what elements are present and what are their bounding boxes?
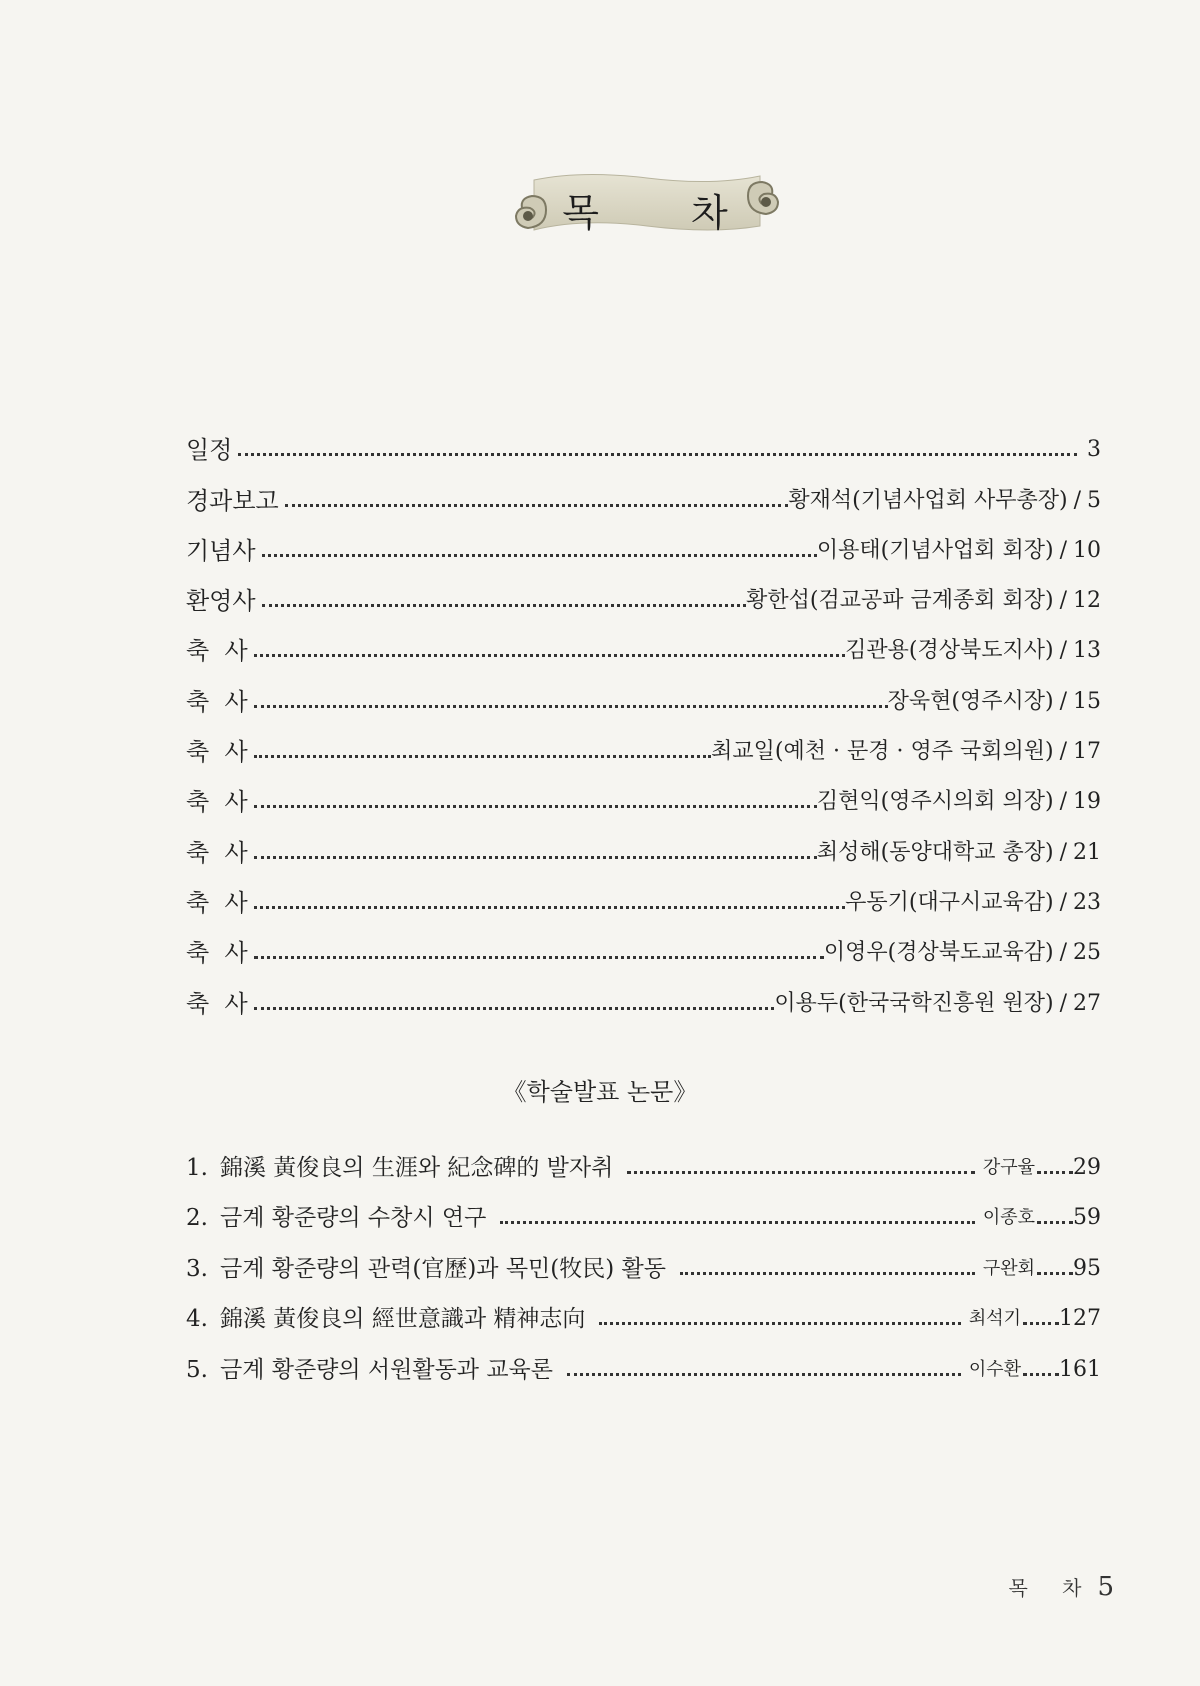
toc-author: 우동기(대구시교육감) [845, 889, 1054, 915]
dot-leader [262, 604, 747, 607]
papers-list [186, 1132, 1101, 1385]
paper-title: 錦溪 黃俊良의 生涯와 紀念碑的 발자취 [220, 1154, 614, 1181]
dot-leader [285, 504, 789, 507]
dot-leader [599, 1322, 960, 1325]
page-title: 목 차 [562, 191, 768, 235]
toc-label: 축 사 [186, 939, 248, 968]
dot-leader-short [1037, 1171, 1073, 1174]
toc-page-number: 5 [1087, 487, 1101, 513]
dot-leader [254, 1007, 775, 1010]
toc-author: 최교일(예천 · 문경 · 영주 국회의원) [711, 739, 1054, 765]
toc-label: 일정 [186, 436, 233, 465]
paper-page-number: 95 [1073, 1255, 1101, 1281]
toc-page-number: 27 [1073, 990, 1101, 1016]
dot-leader [567, 1373, 961, 1376]
toc-right [845, 636, 1101, 666]
toc-author: 김현익(영주시의회 의장) [816, 789, 1054, 815]
paper-number: 1. [186, 1154, 208, 1181]
paper-row [186, 1284, 1101, 1335]
dot-leader [254, 856, 817, 859]
toc-right [824, 938, 1101, 968]
dot-leader [254, 906, 846, 909]
dot-leader-short [1023, 1322, 1059, 1325]
toc-separator: / [1059, 940, 1067, 966]
toc-row [186, 616, 1101, 666]
paper-number: 2. [186, 1205, 208, 1231]
toc-page-number: 25 [1073, 940, 1101, 966]
paper-author: 최석기 [968, 1308, 1021, 1329]
toc-author: 이용두(한국국학진흥원 원장) [774, 990, 1054, 1016]
paper-author: 이수환 [968, 1358, 1021, 1380]
toc-right [1087, 435, 1101, 465]
dot-leader [254, 805, 817, 808]
toc-row [186, 666, 1101, 716]
paper-page-number: 29 [1073, 1154, 1101, 1180]
toc-right [711, 737, 1101, 767]
toc-row [186, 918, 1101, 968]
dot-leader-short [1023, 1373, 1059, 1376]
toc-author: 김관용(경상북도지사) [845, 638, 1054, 664]
paper-author: 강구율 [982, 1156, 1035, 1178]
toc-page-number: 21 [1073, 839, 1101, 865]
toc-label: 축 사 [186, 687, 248, 716]
toc-separator: / [1059, 789, 1067, 815]
toc-right [817, 787, 1101, 817]
toc-right [817, 536, 1101, 566]
toc-row [186, 717, 1101, 767]
toc-label: 축 사 [186, 738, 248, 767]
paper-author: 이종호 [982, 1207, 1035, 1228]
toc-row [186, 767, 1101, 817]
toc-separator: / [1059, 588, 1067, 614]
paper-number: 4. [186, 1306, 208, 1332]
toc-label: 축 사 [186, 888, 248, 917]
paper-row [186, 1233, 1101, 1284]
toc-right [845, 888, 1101, 918]
toc-page-number: 12 [1073, 588, 1101, 614]
toc-row [186, 415, 1101, 465]
toc-right [817, 838, 1101, 868]
toc-separator: / [1059, 537, 1067, 563]
toc-separator: / [1059, 688, 1067, 714]
toc-page-number: 17 [1073, 739, 1101, 765]
toc-separator: / [1059, 839, 1067, 865]
toc-right [746, 586, 1101, 616]
toc-author: 황한섭(검교공파 금계종회 회장) [746, 588, 1054, 614]
toc-author: 황재석(기념사업회 사무총장) [788, 487, 1068, 513]
dot-leader [254, 654, 846, 657]
paper-row [186, 1183, 1101, 1234]
footer-label: 목 차 [1008, 1576, 1096, 1600]
paper-page-number: 161 [1059, 1356, 1101, 1382]
paper-number: 3. [186, 1255, 208, 1282]
toc-page-number: 3 [1087, 437, 1101, 463]
toc-separator: / [1059, 739, 1067, 765]
page-footer [1008, 1572, 1114, 1602]
dot-leader-short [1037, 1272, 1073, 1275]
toc-author: 이용태(기념사업회 회장) [816, 537, 1054, 563]
toc-label: 축 사 [186, 637, 248, 666]
toc-row [186, 465, 1101, 515]
toc-separator: / [1059, 990, 1067, 1016]
toc-right [888, 687, 1101, 717]
toc-row [186, 817, 1101, 867]
dot-leader [254, 755, 712, 758]
dot-leader [254, 956, 824, 959]
section-heading: 《학술발표 논문》 [502, 1078, 698, 1106]
paper-number: 5. [186, 1356, 208, 1383]
toc-right [774, 989, 1101, 1019]
toc-label: 경과보고 [186, 486, 279, 515]
toc-author: 장욱현(영주시장) [887, 688, 1054, 714]
paper-row [186, 1132, 1101, 1183]
toc-label: 환영사 [186, 587, 256, 616]
paper-page-number: 59 [1073, 1205, 1101, 1230]
paper-page-number: 127 [1059, 1306, 1101, 1331]
toc-label: 기념사 [186, 536, 256, 565]
title-scroll-banner [512, 168, 782, 248]
toc-row [186, 968, 1101, 1018]
toc-right [788, 486, 1101, 516]
toc-page-number: 23 [1073, 889, 1101, 915]
toc-separator: / [1059, 889, 1067, 915]
toc-separator: / [1059, 638, 1067, 664]
toc-page-number: 13 [1073, 638, 1101, 664]
footer-page-number: 5 [1097, 1572, 1114, 1602]
toc-row [186, 516, 1101, 566]
dot-leader-short [1037, 1221, 1073, 1224]
toc-row [186, 868, 1101, 918]
toc-label: 축 사 [186, 989, 248, 1018]
toc-label: 축 사 [186, 788, 248, 817]
toc-author: 이영우(경상북도교육감) [823, 940, 1054, 966]
toc-list [186, 415, 1101, 1019]
toc-label: 축 사 [186, 838, 248, 867]
paper-title: 금계 황준량의 관력(官歷)과 목민(牧民) 활동 [220, 1255, 666, 1282]
dot-leader [262, 554, 817, 557]
dot-leader [238, 453, 1077, 456]
dot-leader [627, 1171, 974, 1174]
dot-leader [680, 1272, 975, 1275]
paper-title: 錦溪 黃俊良의 經世意識과 精神志向 [220, 1306, 586, 1332]
toc-row [186, 566, 1101, 616]
toc-separator: / [1073, 487, 1081, 513]
paper-title: 금계 황준량의 서원활동과 교육론 [220, 1356, 553, 1383]
paper-author: 구완회 [982, 1257, 1035, 1279]
toc-page-number: 10 [1073, 537, 1101, 563]
paper-title: 금계 황준량의 수창시 연구 [220, 1205, 487, 1231]
paper-row [186, 1334, 1101, 1385]
dot-leader [500, 1221, 974, 1224]
toc-page-number: 15 [1073, 688, 1101, 714]
dot-leader [254, 705, 888, 708]
toc-author: 최성해(동양대학교 총장) [816, 839, 1054, 865]
toc-page-number: 19 [1073, 789, 1101, 815]
